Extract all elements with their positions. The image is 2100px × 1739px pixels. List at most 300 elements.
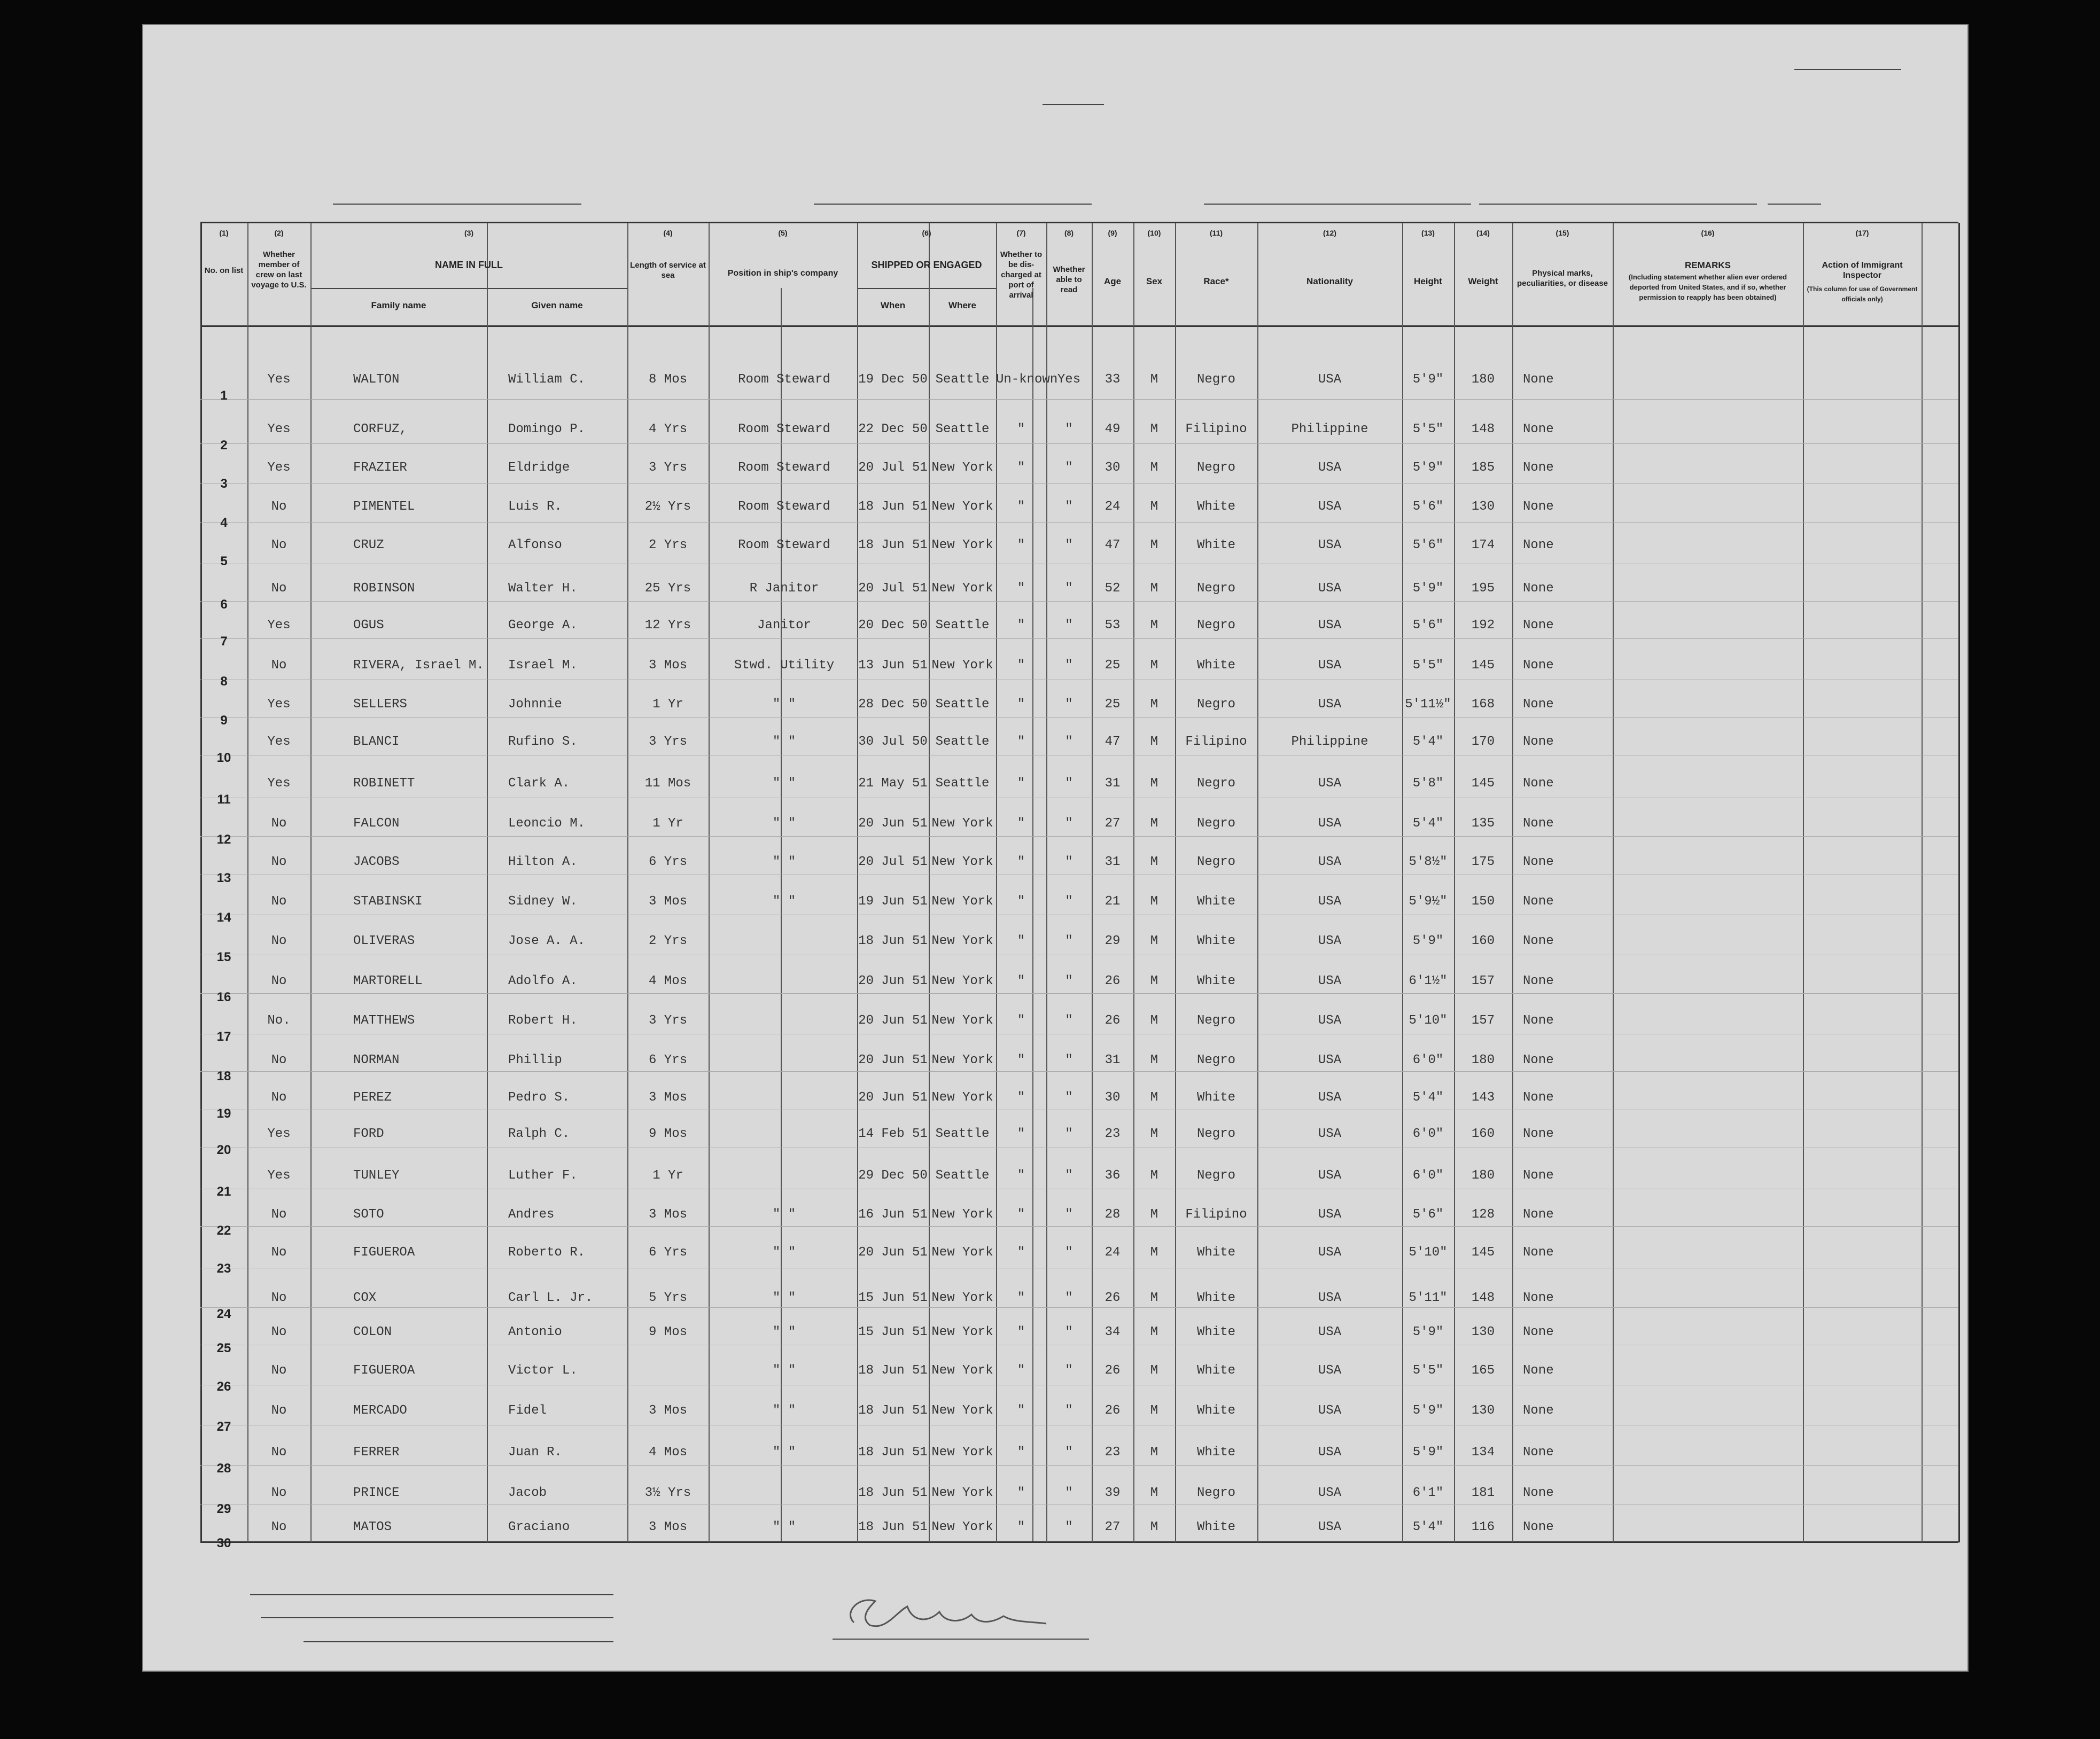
row-number: 14: [216, 910, 231, 925]
row-number: 17: [216, 1030, 231, 1044]
service-length: 9 Mos: [648, 1127, 687, 1141]
inspector-signature: [838, 1590, 1052, 1641]
row-number: 13: [216, 871, 231, 885]
sex: M: [1150, 1486, 1158, 1500]
able-to-read: ": [1065, 1445, 1073, 1460]
vessel-underline: [333, 204, 581, 205]
nationality: USA: [1318, 1090, 1342, 1105]
header-when: When: [880, 300, 906, 310]
member-last-voyage: No: [271, 855, 287, 869]
row-number: 1: [220, 388, 228, 403]
sex: M: [1150, 855, 1158, 869]
column-number: (12): [1323, 229, 1336, 237]
shipped-where: New York: [931, 894, 993, 909]
shipped-when: 18 Jun 51: [858, 538, 928, 552]
column-rule: [1958, 223, 1960, 1542]
discharge-status: ": [1017, 1207, 1025, 1222]
row-number: 8: [220, 674, 228, 689]
sex: M: [1150, 618, 1158, 633]
weight: 128: [1471, 1207, 1495, 1222]
able-to-read: Yes: [1057, 372, 1081, 387]
shipped-when: 20 Jul 51: [858, 461, 928, 475]
owners-underline: [261, 1617, 613, 1618]
nationality: USA: [1318, 1445, 1342, 1460]
service-length: 3 Yrs: [648, 461, 687, 475]
discharge-status: ": [1017, 1127, 1025, 1141]
physical-marks: None: [1523, 461, 1554, 475]
discharge-status: ": [1017, 934, 1025, 948]
shipped-when: 20 Jun 51: [858, 1013, 928, 1028]
age: 47: [1105, 735, 1121, 749]
ship-position: " ": [772, 1403, 796, 1418]
family-name: CRUZ: [353, 538, 384, 552]
family-name: ROBINSON: [353, 581, 415, 596]
service-length: 8 Mos: [648, 372, 687, 387]
nationality: USA: [1318, 1053, 1342, 1067]
member-last-voyage: Yes: [267, 422, 291, 436]
age: 33: [1105, 372, 1121, 387]
race: Negro: [1196, 855, 1235, 869]
sex: M: [1150, 1363, 1158, 1378]
service-length: 1 Yr: [652, 697, 683, 712]
weight: 145: [1471, 776, 1495, 791]
sex: M: [1150, 697, 1158, 712]
given-name: Rufino S.: [508, 735, 578, 749]
weight: 130: [1471, 500, 1495, 514]
date-underline: [1479, 204, 1757, 205]
family-name: RIVERA, Israel M.: [353, 658, 484, 673]
family-name: FIGUEROA: [353, 1363, 415, 1378]
given-name: Luther F.: [508, 1168, 578, 1183]
weight: 145: [1471, 1245, 1495, 1260]
able-to-read: ": [1065, 1245, 1073, 1260]
sex: M: [1150, 461, 1158, 475]
service-length: 2½ Yrs: [644, 500, 691, 514]
family-name: ROBINETT: [353, 776, 415, 791]
height: 5'8": [1412, 776, 1444, 791]
weight: 165: [1471, 1363, 1495, 1378]
family-name: CORFUZ,: [353, 422, 407, 436]
header-nationality: Nationality: [1306, 276, 1353, 286]
weight: 180: [1471, 1168, 1495, 1183]
shipped-when: 18 Jun 51: [858, 1486, 928, 1500]
service-length: 6 Yrs: [648, 1053, 687, 1067]
row-number: 28: [216, 1461, 231, 1476]
shipped-where: New York: [931, 581, 993, 596]
port-underline: [814, 204, 1092, 205]
weight: 180: [1471, 1053, 1495, 1067]
height: 5'9": [1412, 461, 1444, 475]
sex: M: [1150, 1445, 1158, 1460]
given-name: Victor L.: [508, 1363, 578, 1378]
header-sex: Sex: [1146, 276, 1163, 286]
height: 5'4": [1412, 816, 1444, 831]
physical-marks: None: [1523, 1127, 1554, 1141]
height: 5'11½": [1405, 697, 1451, 712]
height: 5'4": [1412, 1520, 1444, 1534]
family-name: SELLERS: [353, 697, 407, 712]
family-name: MATTHEWS: [353, 1013, 415, 1028]
able-to-read: ": [1065, 1090, 1073, 1105]
member-last-voyage: Yes: [267, 372, 291, 387]
sex: M: [1150, 974, 1158, 988]
discharge-status: ": [1017, 618, 1025, 633]
shipped-when: 16 Jun 51: [858, 1207, 928, 1222]
sex: M: [1150, 894, 1158, 909]
sheet-number-block: [1730, 54, 1737, 70]
member-last-voyage: No: [271, 581, 287, 596]
row-rule: [200, 1071, 1958, 1072]
age: 23: [1105, 1127, 1121, 1141]
physical-marks: None: [1523, 1053, 1554, 1067]
race: Negro: [1196, 372, 1235, 387]
able-to-read: ": [1065, 658, 1073, 673]
row-number: 23: [216, 1261, 231, 1276]
nationality: USA: [1318, 974, 1342, 988]
discharge-status: ": [1017, 1053, 1025, 1067]
header-position: Position in ship's company: [727, 269, 838, 278]
discharge-status: ": [1017, 1520, 1025, 1534]
row-rule: [200, 638, 1958, 639]
nationality: USA: [1318, 1168, 1342, 1183]
sex: M: [1150, 1053, 1158, 1067]
header-family-name: Family name: [371, 300, 426, 310]
nationality: USA: [1318, 1403, 1342, 1418]
weight: 134: [1471, 1445, 1495, 1460]
race: White: [1196, 658, 1235, 673]
member-last-voyage: Yes: [267, 697, 291, 712]
member-last-voyage: No: [271, 894, 287, 909]
given-name: Adolfo A.: [508, 974, 578, 988]
given-name: Johnnie: [508, 697, 562, 712]
age: 26: [1105, 1363, 1121, 1378]
ship-position: Room Steward: [738, 538, 830, 552]
signature-image: [838, 1590, 1052, 1639]
row-number: 30: [216, 1536, 231, 1550]
weight: 195: [1471, 581, 1495, 596]
column-number: (15): [1555, 229, 1569, 237]
sex: M: [1150, 658, 1158, 673]
physical-marks: None: [1523, 538, 1554, 552]
physical-marks: None: [1523, 1363, 1554, 1378]
nationality: USA: [1318, 934, 1342, 948]
given-name: Walter H.: [508, 581, 578, 596]
row-number: 6: [220, 597, 228, 612]
service-length: 3½ Yrs: [644, 1486, 691, 1500]
discharge-status: ": [1017, 697, 1025, 712]
physical-marks: None: [1523, 735, 1554, 749]
age: 52: [1105, 581, 1121, 596]
discharge-status: ": [1017, 735, 1025, 749]
column-number: (2): [274, 229, 284, 237]
nationality: USA: [1318, 618, 1342, 633]
sex: M: [1150, 1207, 1158, 1222]
age: 53: [1105, 618, 1121, 633]
shipped-when: 19 Jun 51: [858, 894, 928, 909]
service-length: 6 Yrs: [648, 855, 687, 869]
able-to-read: ": [1065, 1168, 1073, 1183]
given-name: Jose A. A.: [508, 934, 586, 948]
family-name: MATOS: [353, 1520, 392, 1534]
age: 30: [1105, 1090, 1121, 1105]
shipped-subheader-rule: [857, 288, 996, 289]
able-to-read: ": [1065, 1291, 1073, 1305]
header-shipped: SHIPPED OR ENGAGED: [871, 260, 982, 270]
given-name: Eldridge: [508, 461, 570, 475]
race: Filipino: [1185, 422, 1247, 436]
service-length: 4 Mos: [648, 1445, 687, 1460]
header-remarks-note: (Including statement whether alien ever ordered deported from United States, and if so, whether permission to reapply has been obtained): [1628, 273, 1787, 301]
shipped-where: Seattle: [935, 735, 990, 749]
row-rule: [200, 601, 1958, 602]
discharge-status: ": [1017, 1325, 1025, 1339]
shipped-when: 20 Jun 51: [858, 1090, 928, 1105]
race: Filipino: [1185, 1207, 1247, 1222]
nationality: USA: [1318, 538, 1342, 552]
year-underline: [1768, 204, 1821, 205]
ship-position: " ": [772, 894, 796, 909]
able-to-read: ": [1065, 1127, 1073, 1141]
discharge-status: ": [1017, 500, 1025, 514]
shipped-when: 18 Jun 51: [858, 1363, 928, 1378]
family-name: FERRER: [353, 1445, 400, 1460]
header-race: Race*: [1203, 276, 1229, 286]
able-to-read: ": [1065, 816, 1073, 831]
nationality: USA: [1318, 461, 1342, 475]
race: Negro: [1196, 461, 1235, 475]
ship-position: Room Steward: [738, 461, 830, 475]
physical-marks: None: [1523, 422, 1554, 436]
discharge-status: ": [1017, 1445, 1025, 1460]
arrival-underline: [1204, 204, 1471, 205]
family-name: OLIVERAS: [353, 934, 415, 948]
service-length: 4 Mos: [648, 974, 687, 988]
header-length: Length of service at sea: [630, 261, 706, 280]
race: Negro: [1196, 1013, 1235, 1028]
weight: 148: [1471, 422, 1495, 436]
nationality: Philippine: [1291, 735, 1368, 749]
family-name: COLON: [353, 1325, 392, 1339]
shipped-where: New York: [931, 855, 993, 869]
member-last-voyage: No: [271, 816, 287, 831]
title-underline: [1043, 104, 1104, 105]
discharge-status: ": [1017, 894, 1025, 909]
member-last-voyage: No: [271, 1207, 287, 1222]
shipped-when: 20 Jun 51: [858, 1245, 928, 1260]
ship-position: " ": [772, 776, 796, 791]
shipped-where: New York: [931, 1090, 993, 1105]
height: 5'10": [1409, 1013, 1448, 1028]
nationality: USA: [1318, 1013, 1342, 1028]
weight: 130: [1471, 1403, 1495, 1418]
nationality: USA: [1318, 658, 1342, 673]
age: 47: [1105, 538, 1121, 552]
weight: 160: [1471, 1127, 1495, 1141]
shipped-when: 21 May 51: [858, 776, 928, 791]
family-name: NORMAN: [353, 1053, 400, 1067]
given-name: George A.: [508, 618, 578, 633]
height: 5'8½": [1409, 855, 1448, 869]
member-last-voyage: No: [271, 1090, 287, 1105]
family-name: STABINSKI: [353, 894, 423, 909]
sex: M: [1150, 1291, 1158, 1305]
service-length: 6 Yrs: [648, 1245, 687, 1260]
row-number: 26: [216, 1379, 231, 1394]
race: Filipino: [1185, 735, 1247, 749]
given-name: Jacob: [508, 1486, 547, 1500]
weight: 170: [1471, 735, 1495, 749]
discharge-status: ": [1017, 1090, 1025, 1105]
age: 31: [1105, 776, 1121, 791]
column-number: (4): [663, 229, 673, 237]
nationality: USA: [1318, 1520, 1342, 1534]
shipped-when: 30 Jul 50: [858, 735, 928, 749]
height: 5'9½": [1409, 894, 1448, 909]
header-bottom-rule: [200, 325, 1958, 327]
row-number: 19: [216, 1106, 231, 1121]
shipped-where: New York: [931, 1013, 993, 1028]
nationality: USA: [1318, 1291, 1342, 1305]
agents-underline: [304, 1641, 613, 1642]
shipped-where: New York: [931, 1245, 993, 1260]
weight: 180: [1471, 372, 1495, 387]
row-number: 5: [220, 554, 228, 568]
able-to-read: ": [1065, 1520, 1073, 1534]
ship-position: Janitor: [757, 618, 811, 633]
height: 5'6": [1412, 618, 1444, 633]
shipped-when: 18 Jun 51: [858, 1445, 928, 1460]
sex: M: [1150, 776, 1158, 791]
height: 5'9": [1412, 1325, 1444, 1339]
age: 36: [1105, 1168, 1121, 1183]
header-name-in-full: NAME IN FULL: [435, 260, 503, 270]
service-length: 3 Yrs: [648, 1013, 687, 1028]
height: 5'9": [1412, 581, 1444, 596]
member-last-voyage: Yes: [267, 461, 291, 475]
race: White: [1196, 500, 1235, 514]
race: Negro: [1196, 581, 1235, 596]
height: 6'1½": [1409, 974, 1448, 988]
weight: 192: [1471, 618, 1495, 633]
height: 5'6": [1412, 1207, 1444, 1222]
able-to-read: ": [1065, 894, 1073, 909]
able-to-read: ": [1065, 1207, 1073, 1222]
row-rule: [200, 1307, 1958, 1308]
height: 5'5": [1412, 658, 1444, 673]
ship-position: " ": [772, 1245, 796, 1260]
shipped-when: 18 Jun 51: [858, 500, 928, 514]
height: 5'4": [1412, 735, 1444, 749]
shipped-where: New York: [931, 500, 993, 514]
race: White: [1196, 934, 1235, 948]
shipped-where: New York: [931, 1363, 993, 1378]
column-number: (9): [1108, 229, 1117, 237]
race: White: [1196, 538, 1235, 552]
header-discharged: Whether to be dis-charged at port of arrival: [1000, 250, 1043, 300]
member-last-voyage: No: [271, 500, 287, 514]
physical-marks: None: [1523, 1403, 1554, 1418]
height: 5'9": [1412, 1445, 1444, 1460]
row-rule: [200, 836, 1958, 837]
family-name: MERCADO: [353, 1403, 407, 1418]
member-last-voyage: No: [271, 1445, 287, 1460]
given-name: Luis R.: [508, 500, 562, 514]
given-name: Antonio: [508, 1325, 562, 1339]
shipped-when: 20 Jul 51: [858, 581, 928, 596]
header-where: Where: [948, 300, 976, 310]
shipped-when: 18 Jun 51: [858, 1520, 928, 1534]
discharge-status: ": [1017, 974, 1025, 988]
family-name: FALCON: [353, 816, 400, 831]
physical-marks: None: [1523, 1325, 1554, 1339]
nationality: USA: [1318, 1363, 1342, 1378]
family-name: WALTON: [353, 372, 400, 387]
height: 6'0": [1412, 1168, 1444, 1183]
nationality: USA: [1318, 1486, 1342, 1500]
shipped-when: 20 Jun 51: [858, 1053, 928, 1067]
able-to-read: ": [1065, 618, 1073, 633]
column-number: (16): [1701, 229, 1715, 237]
shipped-when: 22 Dec 50: [858, 422, 928, 436]
family-name: JACOBS: [353, 855, 400, 869]
physical-marks: None: [1523, 1207, 1554, 1222]
race: White: [1196, 974, 1235, 988]
race: White: [1196, 1291, 1235, 1305]
service-length: 12 Yrs: [644, 618, 691, 633]
column-number: (8): [1064, 229, 1074, 237]
physical-marks: None: [1523, 658, 1554, 673]
column-number: (6): [922, 229, 931, 237]
member-last-voyage: Yes: [267, 618, 291, 633]
physical-marks: None: [1523, 1168, 1554, 1183]
shipped-where: Seattle: [935, 776, 990, 791]
row-number: 24: [216, 1307, 231, 1321]
given-name: Andres: [508, 1207, 555, 1222]
shipped-when: 20 Jun 51: [858, 816, 928, 831]
given-name: Roberto R.: [508, 1245, 586, 1260]
sex: M: [1150, 500, 1158, 514]
discharge-status: ": [1017, 1403, 1025, 1418]
height: 5'11": [1409, 1291, 1448, 1305]
given-name: Israel M.: [508, 658, 578, 673]
physical-marks: None: [1523, 855, 1554, 869]
height: 5'5": [1412, 1363, 1444, 1378]
row-number: 29: [216, 1502, 231, 1516]
shipped-where: New York: [931, 934, 993, 948]
able-to-read: ": [1065, 1363, 1073, 1378]
shipped-when: 20 Jun 51: [858, 974, 928, 988]
row-rule: [200, 443, 1958, 444]
ship-position: Room Steward: [738, 500, 830, 514]
sex: M: [1150, 422, 1158, 436]
member-last-voyage: No: [271, 1363, 287, 1378]
discharge-status: Un-known: [996, 372, 1058, 387]
given-name: Phillip: [508, 1053, 562, 1067]
weight: 116: [1471, 1520, 1495, 1534]
able-to-read: ": [1065, 697, 1073, 712]
row-rule: [200, 1226, 1958, 1227]
discharge-status: ": [1017, 816, 1025, 831]
nationality: USA: [1318, 1207, 1342, 1222]
sex: M: [1150, 1013, 1158, 1028]
ship-position: R Janitor: [749, 581, 819, 596]
member-last-voyage: Yes: [267, 776, 291, 791]
given-name: Hilton A.: [508, 855, 578, 869]
row-number: 16: [216, 990, 231, 1004]
sex: M: [1150, 934, 1158, 948]
shipped-when: 14 Feb 51: [858, 1127, 928, 1141]
shipped-where: Seattle: [935, 618, 990, 633]
